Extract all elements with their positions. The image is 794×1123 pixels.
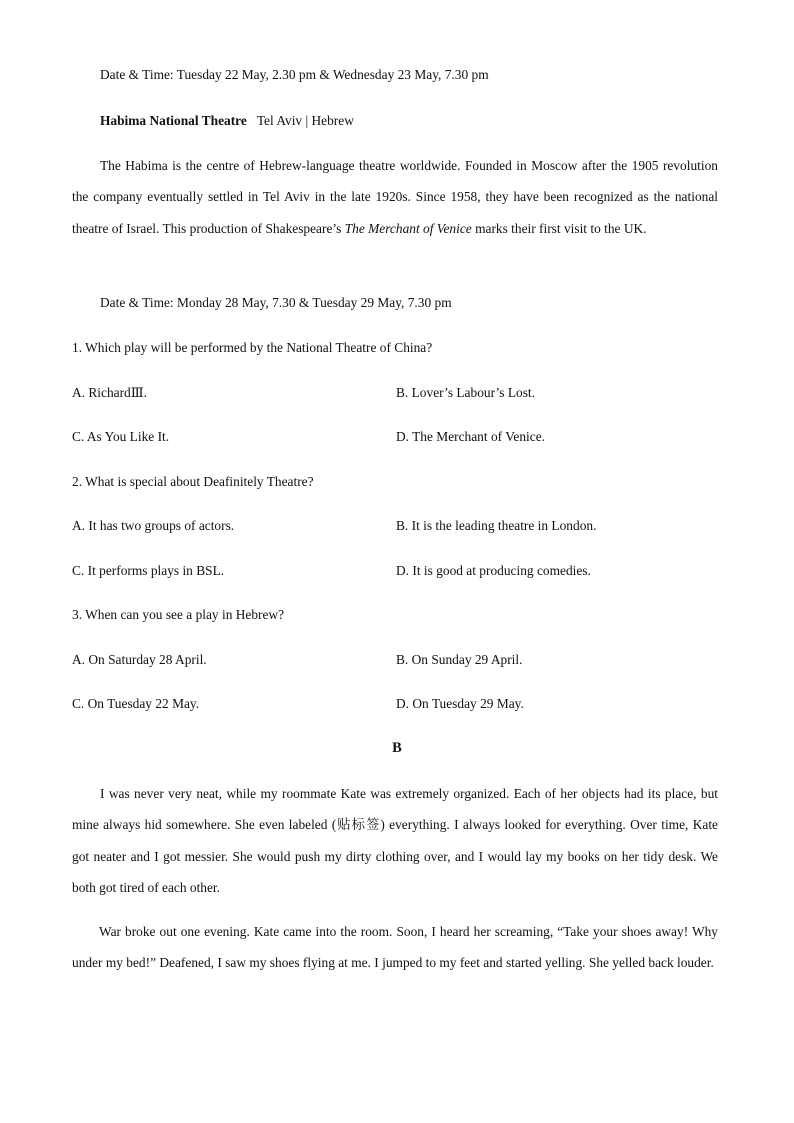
- habima-name: Habima National Theatre: [100, 113, 247, 128]
- section-b-paragraph-1: I was never very neat, while my roommate Kate was extremely organized. Each of her objects had its place, but mine always hid somewhere. She even labeled (贴标签) everything. I always looked for everything. Over time, Kate got neater and I got messier. She would push my dirty clothing over, and I would lay my books on her tidy desk. We both got tired of each other.: [72, 786, 718, 895]
- question-1-option-c: C. As You Like It.: [72, 429, 170, 444]
- question-2-option-a: A. It has two groups of actors.: [72, 518, 235, 533]
- question-1-stem: 1. Which play will be performed by the National Theatre of China?: [72, 340, 433, 355]
- habima-para-title: The Merchant of Venice: [344, 220, 472, 236]
- habima-para-text-1: The Habima is the centre of Hebrew-language theatre worldwide. Founded in Moscow after the 1905 revolution the company eventually settled in Tel Aviv in the late 1920s. Since 1958, they have been recognized as the national theatre of Israel. This production of Shakespeare’s: [72, 158, 718, 236]
- question-1-option-a: A. RichardⅢ.: [72, 385, 148, 400]
- habima-para-text-2: marks their first visit to the UK.: [471, 220, 647, 236]
- question-2-option-d: D. It is good at producing comedies.: [396, 563, 591, 578]
- question-3-option-b: B. On Sunday 29 April.: [396, 652, 523, 667]
- question-2-option-c: C. It performs plays in BSL.: [72, 563, 225, 578]
- datetime-line-1: Date & Time: Tuesday 22 May, 2.30 pm & Wednesday 23 May, 7.30 pm: [100, 67, 489, 82]
- question-2-option-b: B. It is the leading theatre in London.: [396, 518, 597, 533]
- question-3-option-c: C. On Tuesday 22 May.: [72, 696, 200, 711]
- habima-heading: [100, 113, 354, 129]
- question-3-stem: 3. When can you see a play in Hebrew?: [72, 607, 285, 622]
- section-b-heading: B: [392, 740, 402, 756]
- question-3-option-a: A. On Saturday 28 April.: [72, 652, 207, 667]
- question-3-option-d: D. On Tuesday 29 May.: [396, 696, 524, 711]
- habima-meta: Tel Aviv | Hebrew: [256, 113, 354, 128]
- question-1-option-b: B. Lover’s Labour’s Lost.: [396, 385, 535, 400]
- question-1-option-d: D. The Merchant of Venice.: [396, 429, 545, 444]
- question-2-stem: 2. What is special about Deafinitely Theatre?: [72, 474, 314, 489]
- habima-paragraph: [72, 150, 718, 244]
- section-b-paragraph-2: War broke out one evening. Kate came into the room. Soon, I heard her screaming, “Take your shoes away! Why under my bed!” Deafened, I saw my shoes flying at me. I jumped to my feet and started yelling. She yelled back louder.: [72, 924, 718, 971]
- datetime-line-2: Date & Time: Monday 28 May, 7.30 & Tuesday 29 May, 7.30 pm: [100, 295, 452, 310]
